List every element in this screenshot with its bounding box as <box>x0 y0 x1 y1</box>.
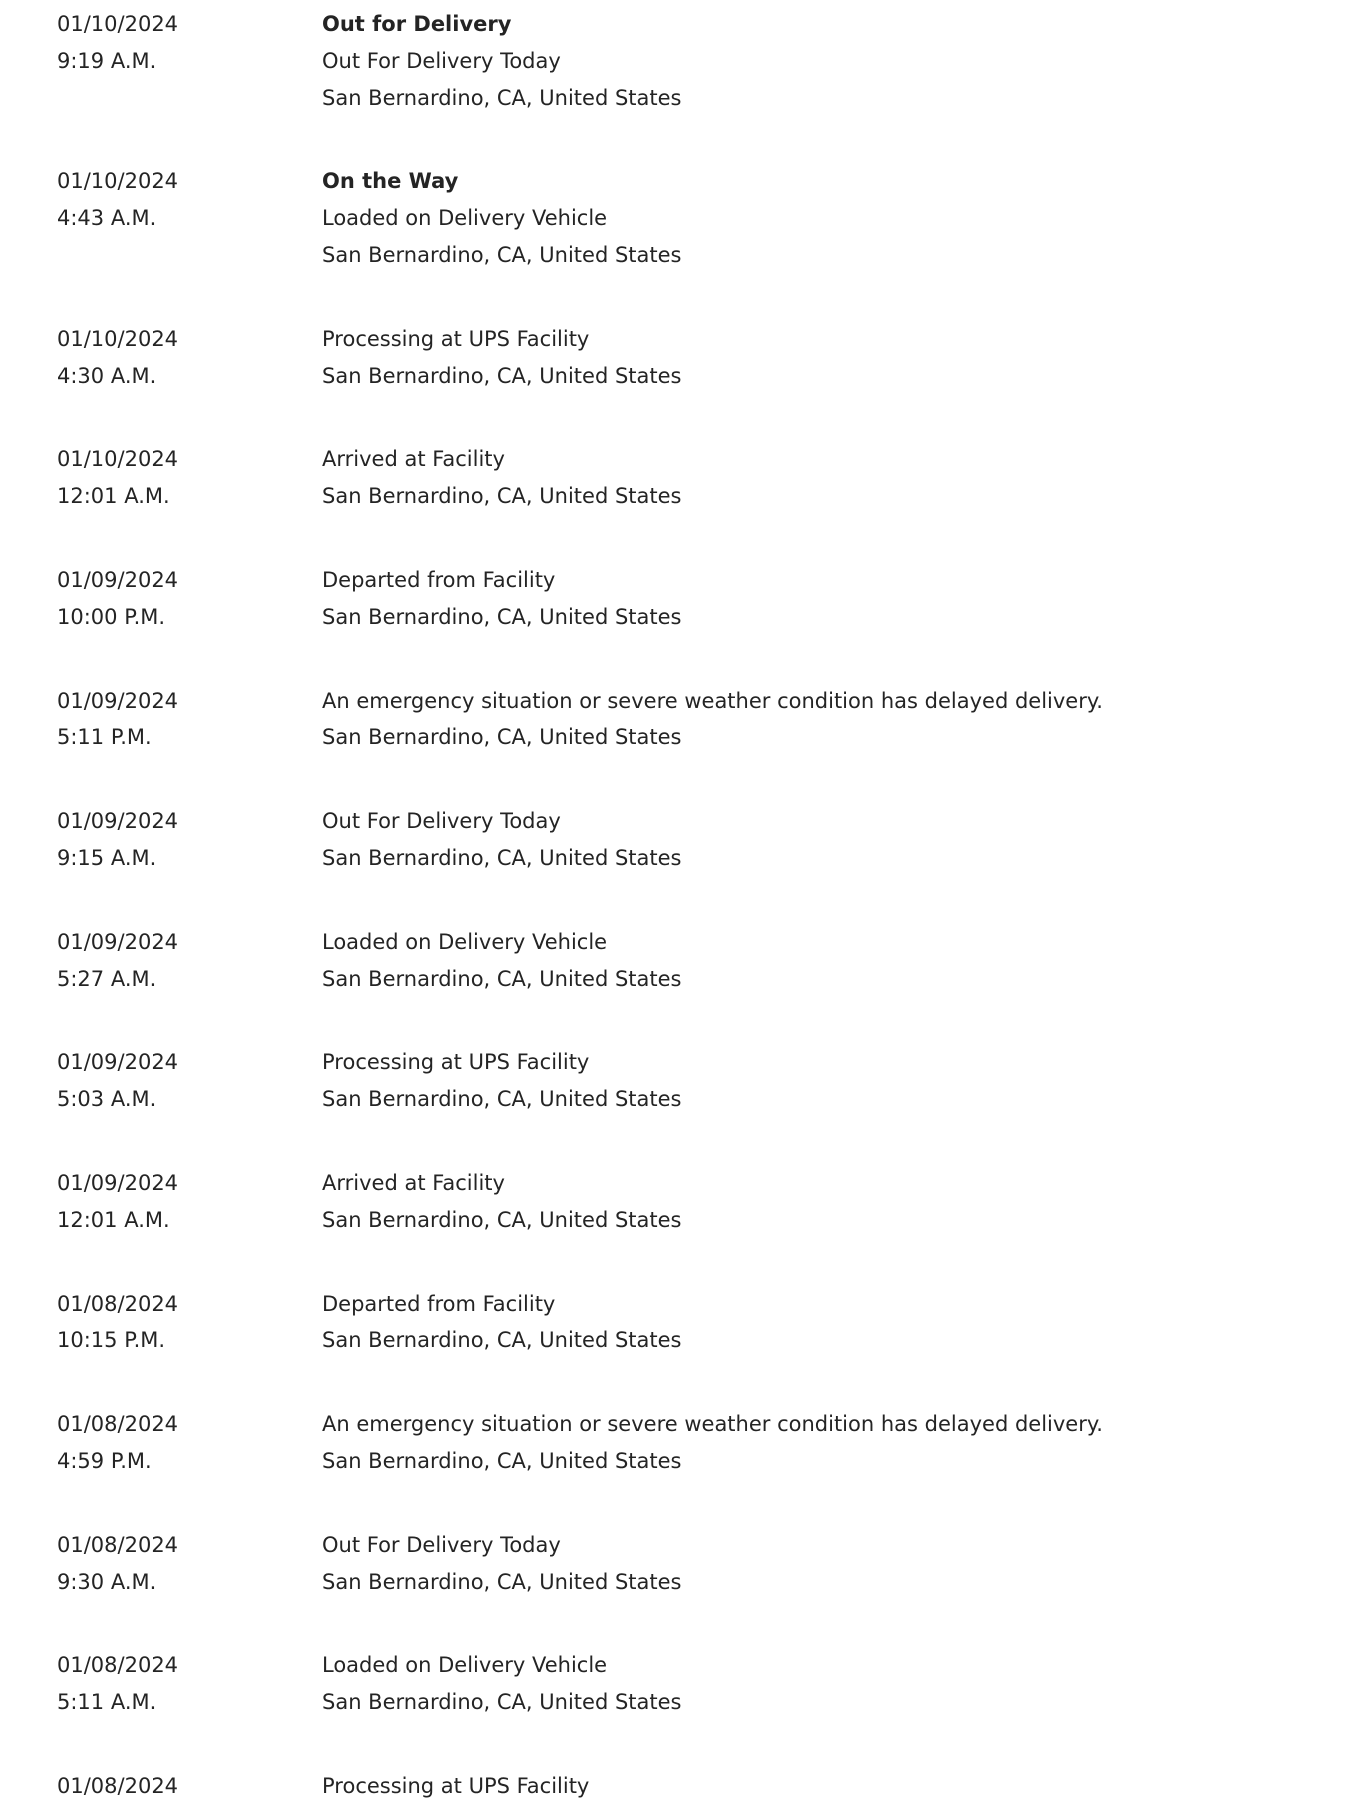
event-details <box>322 1165 1358 1239</box>
event-location: San Bernardino, CA, United States <box>322 85 682 110</box>
event-datetime <box>57 1527 322 1601</box>
event-datetime <box>57 6 322 80</box>
event-date: 01/10/2024 <box>57 447 179 472</box>
event-details <box>322 562 1358 636</box>
event-status: An emergency situation or severe weather condition has delayed delivery. <box>322 1412 1103 1437</box>
tracking-event <box>57 803 1358 877</box>
event-date: 01/10/2024 <box>57 169 179 194</box>
event-date: 01/09/2024 <box>57 1170 179 1195</box>
event-date: 01/08/2024 <box>57 1773 179 1798</box>
event-datetime <box>57 1647 322 1721</box>
event-details <box>322 1527 1358 1601</box>
event-time: 4:43 A.M. <box>57 206 157 231</box>
event-details <box>322 1406 1358 1480</box>
event-status: Processing at UPS Facility <box>322 1773 590 1798</box>
event-details <box>322 1768 1358 1805</box>
event-location: San Bernardino, CA, United States <box>322 1087 682 1112</box>
event-datetime <box>57 1286 322 1360</box>
event-datetime <box>57 924 322 998</box>
event-date: 01/08/2024 <box>57 1653 179 1678</box>
event-status: Out For Delivery Today <box>322 809 561 834</box>
event-details <box>322 441 1358 515</box>
tracking-event <box>57 1406 1358 1480</box>
event-date: 01/09/2024 <box>57 1050 179 1075</box>
event-date: 01/08/2024 <box>57 1412 179 1437</box>
event-status: Processing at UPS Facility <box>322 326 590 351</box>
event-datetime <box>57 1165 322 1239</box>
event-status: Loaded on Delivery Vehicle <box>322 1653 608 1678</box>
event-datetime <box>57 562 322 636</box>
tracking-event <box>57 1044 1358 1118</box>
event-datetime <box>57 803 322 877</box>
tracking-event <box>57 1527 1358 1601</box>
tracking-event <box>57 924 1358 998</box>
event-location: San Bernardino, CA, United States <box>322 725 682 750</box>
event-status: Out for Delivery <box>322 12 512 36</box>
tracking-event <box>57 163 1358 273</box>
event-location: San Bernardino, CA, United States <box>322 1448 682 1473</box>
event-time: 5:03 A.M. <box>57 1087 157 1112</box>
event-detail: Out For Delivery Today <box>322 48 561 73</box>
event-status: An emergency situation or severe weather condition has delayed delivery. <box>322 688 1103 713</box>
event-time: 10:00 P.M. <box>57 604 166 629</box>
event-status: Arrived at Facility <box>322 1170 505 1195</box>
event-status: Processing at UPS Facility <box>322 1050 590 1075</box>
event-details <box>322 321 1358 395</box>
event-location: San Bernardino, CA, United States <box>322 242 682 267</box>
event-location: San Bernardino, CA, United States <box>322 1328 682 1353</box>
event-date: 01/09/2024 <box>57 688 179 713</box>
event-status: Loaded on Delivery Vehicle <box>322 929 608 954</box>
event-date: 01/09/2024 <box>57 929 179 954</box>
event-time: 12:01 A.M. <box>57 1207 170 1232</box>
event-status: Out For Delivery Today <box>322 1532 561 1557</box>
event-date: 01/10/2024 <box>57 12 179 36</box>
event-date: 01/08/2024 <box>57 1291 179 1316</box>
event-datetime <box>57 163 322 237</box>
event-details <box>322 803 1358 877</box>
tracking-event <box>57 1286 1358 1360</box>
event-datetime <box>57 1406 322 1480</box>
tracking-event <box>57 6 1358 116</box>
event-time: 5:11 P.M. <box>57 725 152 750</box>
event-details <box>322 683 1358 757</box>
tracking-event <box>57 441 1358 515</box>
event-date: 01/09/2024 <box>57 809 179 834</box>
event-location: San Bernardino, CA, United States <box>322 1690 682 1715</box>
tracking-event <box>57 683 1358 757</box>
event-detail: Loaded on Delivery Vehicle <box>322 206 608 231</box>
event-datetime <box>57 321 322 395</box>
event-location: San Bernardino, CA, United States <box>322 484 682 509</box>
event-location: San Bernardino, CA, United States <box>322 1569 682 1594</box>
event-details <box>322 1286 1358 1360</box>
event-time: 12:01 A.M. <box>57 484 170 509</box>
event-time: 9:30 A.M. <box>57 1569 157 1594</box>
event-location: San Bernardino, CA, United States <box>322 604 682 629</box>
tracking-event <box>57 1647 1358 1721</box>
tracking-event <box>57 1165 1358 1239</box>
event-location: San Bernardino, CA, United States <box>322 966 682 991</box>
event-datetime <box>57 441 322 515</box>
event-date: 01/08/2024 <box>57 1532 179 1557</box>
event-date: 01/10/2024 <box>57 326 179 351</box>
event-status: Departed from Facility <box>322 1291 556 1316</box>
tracking-event <box>57 321 1358 395</box>
event-details <box>322 6 1358 116</box>
event-time: 5:27 A.M. <box>57 966 157 991</box>
event-time: 4:30 A.M. <box>57 363 157 388</box>
event-time: 10:15 P.M. <box>57 1328 166 1353</box>
event-location: San Bernardino, CA, United States <box>322 363 682 388</box>
event-status: Departed from Facility <box>322 567 556 592</box>
tracking-event <box>57 562 1358 636</box>
event-datetime <box>57 1044 322 1118</box>
tracking-event <box>57 1768 1358 1805</box>
event-datetime <box>57 683 322 757</box>
event-details <box>322 163 1358 273</box>
event-details <box>322 1647 1358 1721</box>
event-details <box>322 1044 1358 1118</box>
event-time: 9:15 A.M. <box>57 845 157 870</box>
event-location: San Bernardino, CA, United States <box>322 1207 682 1232</box>
event-details <box>322 924 1358 998</box>
event-date: 01/09/2024 <box>57 567 179 592</box>
event-time: 4:59 P.M. <box>57 1448 152 1473</box>
event-datetime <box>57 1768 322 1805</box>
event-time: 5:11 A.M. <box>57 1690 157 1715</box>
event-location: San Bernardino, CA, United States <box>322 845 682 870</box>
event-status: On the Way <box>322 169 459 194</box>
event-status: Arrived at Facility <box>322 447 505 472</box>
event-time: 9:19 A.M. <box>57 48 157 73</box>
